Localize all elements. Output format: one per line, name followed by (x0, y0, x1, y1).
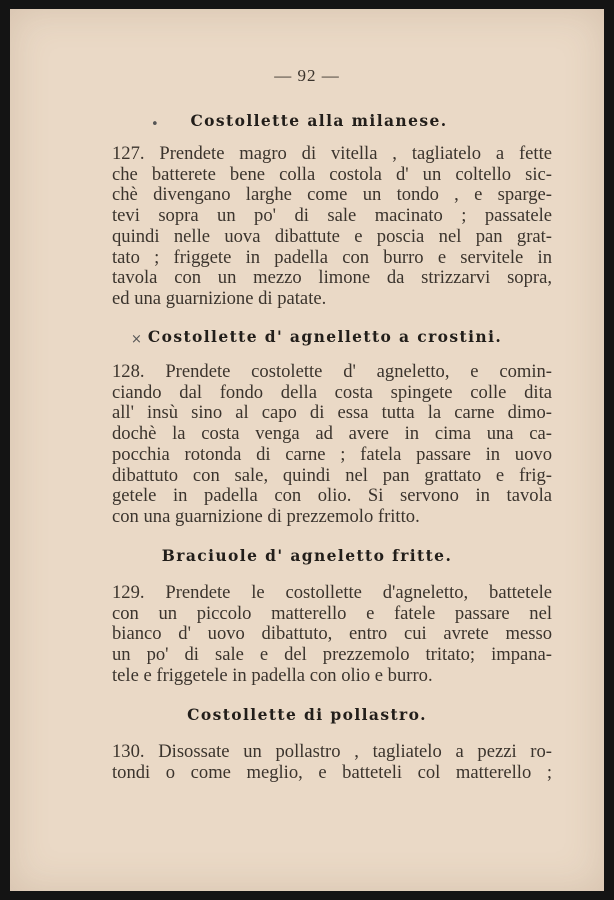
cross-mark: × (131, 332, 142, 347)
text-line: 127. Prendete magro di vitella , tagliatelo a fette (112, 143, 552, 164)
section-heading-127: Costollette alla milanese. (190, 111, 448, 130)
recipe-paragraph-129 (112, 583, 552, 687)
text-line: 128. Prendete costolette d' agneletto, e comin- (112, 361, 552, 382)
text-line: tondi o come meglio, e batteteli col matterello ; (112, 761, 552, 783)
text-line: getele in padella con olio. Si servono in tavola (112, 485, 552, 507)
text-line: dochè la costa venga ad avere in cima una ca- (112, 423, 552, 445)
text-line: con un piccolo matterello e fatele passare nel (112, 602, 552, 624)
section-heading-129: Braciuole d' agneletto fritte. (161, 546, 453, 565)
page-number: — 92 — (274, 66, 340, 85)
text-line: 129. Prendete le costollette d'agneletto, battetele (112, 582, 552, 603)
recipe-paragraph-127 (112, 144, 552, 310)
text-line: che batterete bene colla costola d' un coltello sic- (112, 163, 552, 185)
section-heading-128: Costollette d' agnelletto a crostini. (147, 327, 503, 346)
text-line: ed una guarnizione di patate. (112, 287, 327, 309)
book-page (10, 9, 604, 891)
text-line: quindi nelle uova dibattute e poscia nel pan grat- (112, 225, 552, 247)
text-line: bianco d' uovo dibattuto, entro cui avrete messo (112, 623, 552, 645)
text-line: tele e friggetele in padella con olio e burro. (112, 664, 433, 686)
text-line: dibattuto con sale, quindi nel pan grattato e frig- (112, 464, 552, 486)
text-line: tato ; friggete in padella con burro e servitele in (112, 246, 552, 268)
text-line: tevi sopra un po' di sale macinato ; passatele (112, 205, 552, 227)
text-line: pocchia rotonda di carne ; fatela passare in uovo (112, 443, 552, 465)
text-line: all' insù sino al capo di essa tutta la carne dimo- (112, 402, 552, 424)
text-line: un po' di sale e del prezzemolo tritato; impana- (112, 644, 552, 666)
recipe-paragraph-128 (112, 362, 552, 528)
bullet-mark: • (151, 117, 159, 132)
recipe-paragraph-130 (112, 742, 552, 783)
text-line: 130. Disossate un pollastro , tagliatelo a pezzi ro- (112, 741, 552, 762)
text-line: ciando dal fondo della costa spingete colle dita (112, 381, 552, 403)
section-heading-130: Costollette di pollastro. (187, 705, 427, 724)
text-line: chè divengano larghe come un tondo , e sparge- (112, 184, 552, 206)
text-line: con una guarnizione di prezzemolo fritto. (112, 505, 420, 527)
text-line: tavola con un mezzo limone da strizzarvi sopra, (112, 267, 552, 289)
